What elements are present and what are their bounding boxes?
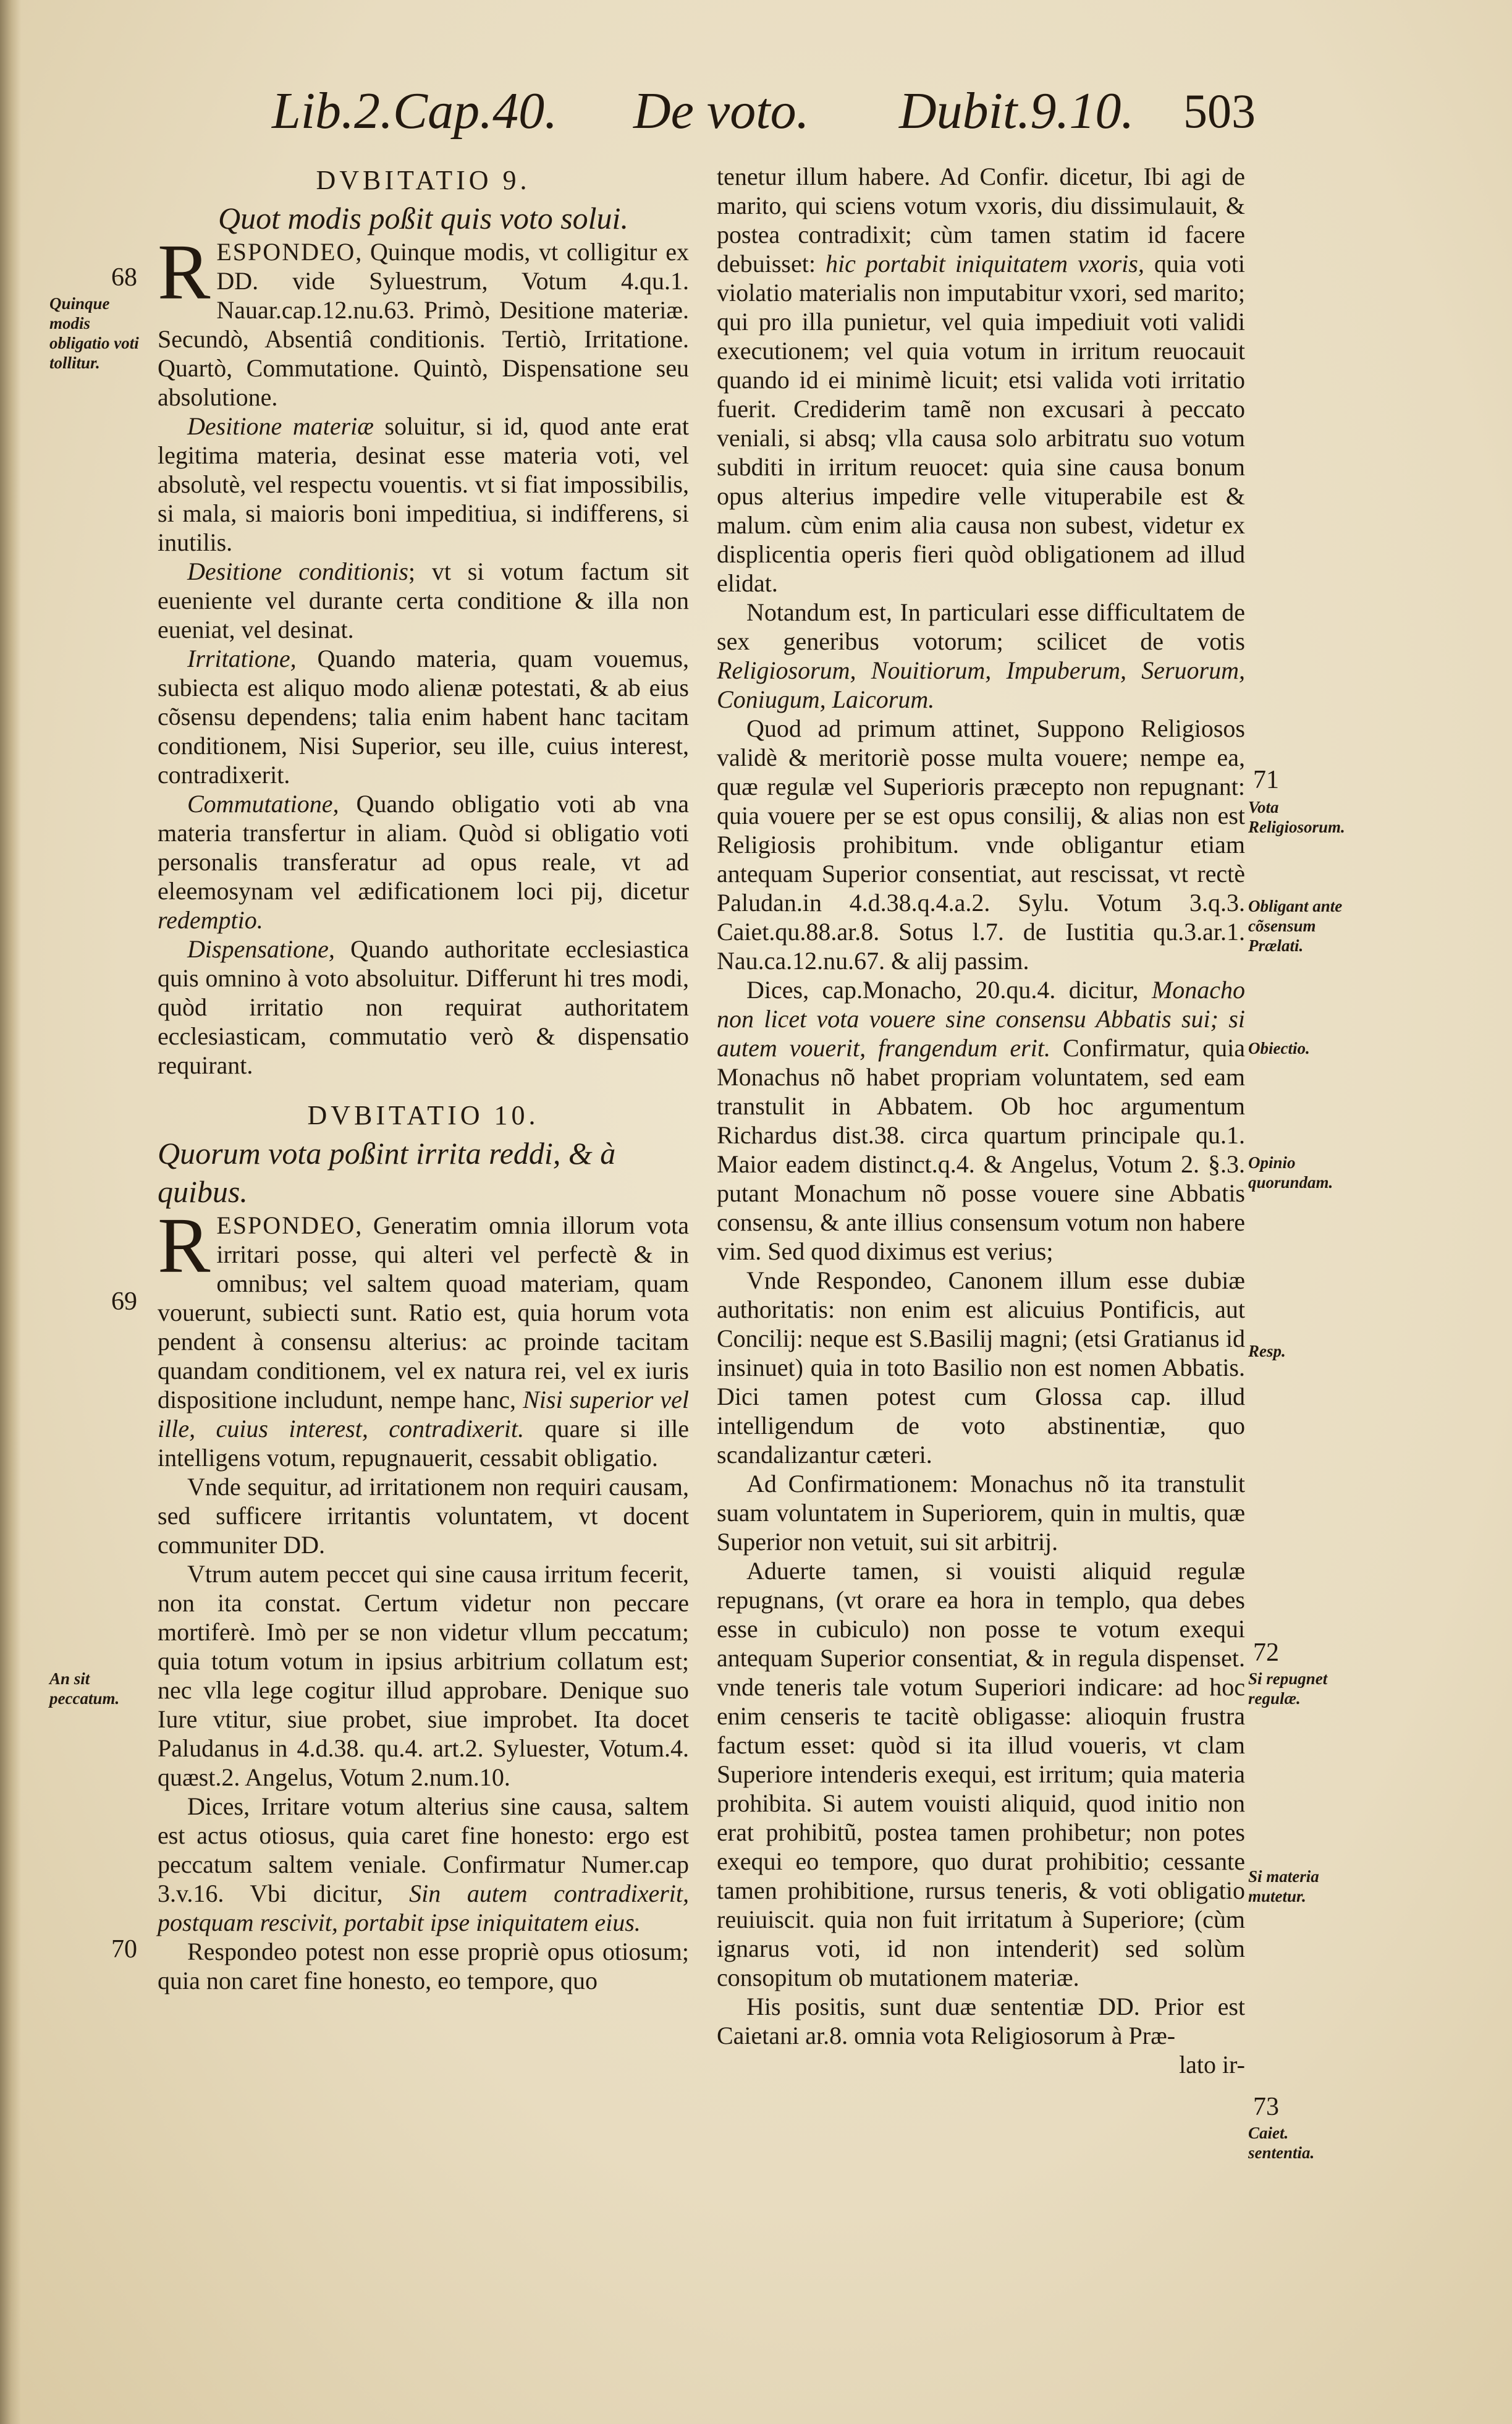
paragraph-text: Confirmatur, quia Monachus nõ habet propriam voluntatem, sed eam transtulit in Abbatem. Ob hoc argumentum Richardus dist.38. circa quartum principale qu.1. Maior eadem distinct.q.4. & Angelus, Votum 2. §.3. putant Monachum nõ posse vouere sine Abbatis consensu, & ante illius consensum votum non habere vim. Sed quod diximus est verius; xyxy=(717,1034,1245,1265)
paragraph-text: Notandum est, In particulari esse difficultatem de sex generibus votorum; scilicet de votis xyxy=(717,598,1245,655)
paragraph-dices-monacho xyxy=(717,975,1245,1266)
header-topic: De voto. xyxy=(633,82,809,140)
section-number-71: 71 xyxy=(1253,766,1279,794)
section-number-73: 73 xyxy=(1253,2093,1279,2121)
margin-note-vota-religiosorum: Vota Religiosorum. xyxy=(1248,798,1345,836)
paragraph-his-positis: His positis, sunt duæ sententiæ DD. Prior est Caietani ar.8. omnia vota Religiosorum à Præ- xyxy=(717,1993,1245,2049)
paragraph-text: quia voti violatio materialis non imputabitur vxori, sed marito; qui pro illa punietur, vel quia impediuit voti validi executionem; vel quia votum in irritum reuocauit quando id ei minimè licuit; etsi valida voti irritatio fuerit. Crediderim tamẽ non excusari à peccato veniali, si absq; vlla causa solo arbitratu suo votum subditi in irritum reuocet: quia sine causa bonum opus alterius impedire velle vituperabile est & malum. cùm enim alia causa non subest, videtur ex displicentia operis fieri quòd obligationem ad illud elidat. xyxy=(717,250,1245,597)
paragraph-dispensatione xyxy=(158,934,689,1080)
paragraph-text: soluitur, si id, quod ante erat legitima materia, desinat esse materia voti, vel absolutè, vel respectu vouentis. vt si fiat impossibilis, si mala, si maioris boni impeditiua, si indifferens, si inutilis. xyxy=(158,412,689,556)
italic-quote: hic portabit iniquitatem vxoris, xyxy=(826,250,1144,278)
header-dubitatio: Dubit.9.10. xyxy=(899,82,1134,140)
term: Commutatione, xyxy=(187,790,339,818)
paragraph-desitione-conditionis xyxy=(158,557,689,644)
paragraph-respondeo-2 xyxy=(158,1201,690,1472)
term: Desitione materiæ xyxy=(187,412,374,440)
term: redemptio. xyxy=(158,906,263,934)
binding-gutter xyxy=(0,0,21,2424)
drop-cap: R xyxy=(158,1201,211,1289)
italic-list: Religiosorum, Nouitiorum, Impuberum, Seruorum, Coniugum, Laicorum. xyxy=(717,656,1245,713)
paragraph-text: , Generatim omnia illorum vota irritari posse, qui alteri vel perfectè & in omnibus; vel saltem quoad materiam, quam vouerunt, subiecti sunt. Ratio est, quia horum vota pendent à consensu alterius: ac proinde tacitam quandam conditionem, vel ex natura rei, vel ex iuris dispositione includunt, nempe hanc, xyxy=(158,1211,689,1413)
margin-note-opinio: Opinio quorundam. xyxy=(1248,1153,1333,1192)
paragraph-text: ; vt si votum factum sit eueniente vel durante certa conditione & illa non eueniat, vel desinat. xyxy=(158,557,690,643)
right-column xyxy=(717,162,1245,2079)
margin-note-obiectio: Obiectio. xyxy=(1248,1039,1310,1057)
margin-note-obligant: Obligant ante cõsensum Prælati. xyxy=(1248,897,1343,955)
paragraph-quod-ad-primum: Quod ad primum attinet, Suppono Religiosos validè & meritoriè posse multa vouere; nempe ea, quæ regulæ vel Superioris præcepto non repugnant: quia vouere per se est opus consilij, & alias non est Religiosis prohibitum. vnde obligantur etiam antequam Superior consentiat, aut rescissat, vt rectè Paludan.in 4.d.38.q.4.a.2. Sylu. Votum 3.q.3. Caiet.qu.88.ar.8. Sotus l.7. de Iustitia qu.3.ar.1. Nau.ca.12.nu.67. & alij passim. xyxy=(717,714,1245,975)
drop-cap: R xyxy=(158,228,211,316)
margin-note-si-repugnet: Si repugnet regulæ. xyxy=(1248,1669,1328,1708)
paragraph-text: , Quinque modis, vt colligitur ex DD. vide Syluestrum, Votum 4.qu.1. Nauar.cap.12.nu.63. Primò, Desitione materiæ. Secundò, Absentiâ conditionis. Tertiò, Irritatione. Quartò, Commutatione. Quintò, Dispensatione seu absolutione. xyxy=(158,238,689,411)
paragraph-text: Dices, Irritare votum alterius sine causa, saltem est actus otiosus, quia caret fine honesto: ergo est peccatum saltem veniale. Confirmatur Numer.cap 3.v.16. Vbi dicitur, xyxy=(158,1792,689,1907)
paragraph-vnde-sequitur: Vnde sequitur, ad irritationem non requiri causam, sed sufficere irritantis voluntatem, vt docent communiter DD. xyxy=(158,1473,689,1559)
term: Desitione conditionis xyxy=(187,557,408,585)
header-book-chapter: Lib.2.Cap.40. xyxy=(272,82,558,140)
paragraph-text: tenetur illum habere. Ad Confir. dicetur, Ibi agi de marito, qui sciens votum vxoris, diu dissimulauit, & postea contradixit; cùm tamen statim id facere debuisset: xyxy=(717,163,1245,278)
section-number-72: 72 xyxy=(1253,1638,1279,1667)
term: Irritatione, xyxy=(187,645,297,672)
margin-note-resp: Resp. xyxy=(1248,1342,1286,1360)
running-header xyxy=(0,74,1512,155)
paragraph-commutatione xyxy=(158,789,689,934)
paragraph-text: quare si ille intelligens votum, repugnauerit, cessabit obligatio. xyxy=(158,1415,689,1472)
paragraph-ad-confirmationem: Ad Confirmationem: Monachus nõ ita transtulit suam voluntatem in Superiorem, quin in multis, quæ Superior non vetuit, sui sit arbitrij. xyxy=(717,1470,1245,1556)
paragraph-vnde-respondeo: Vnde Respondeo, Canonem illum esse dubiæ authoritatis: non enim est alicuius Pontificis, aut Concilij: neque est S.Basilij magni; (etsi Gratianus id insinuet) quia in toto Basilio non est nomen Abbatis. Dici tamen potest cum Glossa cap. illud intelligendum de voto abstinentiæ, quo scandalizantur cæteri. xyxy=(717,1266,1245,1468)
paragraph-aduerte: Aduerte tamen, si vouisti aliquid regulæ repugnans, (vt orare ea hora in templo, qua debes esse in cubiculo) non posse te votum exequi antequam Superior consentiat, & in regula dispenset. vnde teneris tale votum Superiori indicare: ad hoc enim censeris te tacitè obligasse: alioquin frustra factum esset: quòd si ita illud voueris, vt clam Superiore intenderis exequi, est irritum; quia materia prohibita. Si autem vouisti aliquid, quod initio non erat prohibitũ, postea tamen prohibetur; non potes exequi eo tempore, quo durat prohibitio; cessante tamen prohibitione, rursus teneris, & voti obligatio reuiuiscit. quia non fuit irritatum à Superiore; (cùm ignarus voti, id non intenderit) sed solùm consopitum ob mutationem materiæ. xyxy=(717,1557,1245,1991)
section-number-69: 69 xyxy=(111,1287,137,1316)
paragraph-notandum xyxy=(717,598,1245,714)
margin-note-si-materia: Si materia mutetur. xyxy=(1248,1867,1319,1905)
dubitatio-10-title: DVBITATIO 10. xyxy=(307,1100,539,1130)
dubitatio-9-title: DVBITATIO 9. xyxy=(316,165,531,195)
term: Dispensatione, xyxy=(187,935,335,963)
margin-note-caiet: Caiet. sententia. xyxy=(1248,2124,1315,2162)
italic-quote: Sin autem contradixerit, postquam rescivit, portabit ipse iniquitatem eius. xyxy=(158,1879,689,1936)
paragraph-irritatione xyxy=(158,644,689,789)
paragraph-tenetur xyxy=(717,162,1245,598)
paragraph-text: Quando materia, quam vouemus, subiecta est aliquo modo alienæ potestati, & ab eius cõsensu dependens; talia enim habent hanc tacitam conditionem, Nisi Superior, seu ille, cuius interest, contradixerit. xyxy=(158,645,689,789)
paragraph-respondeo-1 xyxy=(158,228,689,412)
margin-note-quinque: Quinque modis obligatio voti tollitur. xyxy=(49,294,139,372)
dubitatio-9-question: Quot modis poßit quis voto solui. xyxy=(218,201,628,235)
page-number: 503 xyxy=(1183,84,1256,138)
italic-quote: Nisi superior vel ille, cuius interest, contradixerit. xyxy=(158,1386,690,1443)
catchword: lato ir- xyxy=(1179,2051,1245,2079)
dubitatio-10-question: Quorum vota poßint irrita reddi, & à quibus. xyxy=(158,1136,616,1209)
margin-note-an-sit: An sit peccatum. xyxy=(49,1669,120,1708)
italic-quote: Monacho non licet vota vouere sine consensu Abbatis sui; si autem vouerit, frangendum erit. xyxy=(717,976,1246,1062)
paragraph-desitione-materiae xyxy=(158,412,689,557)
lead-word: ESPONDEO xyxy=(216,238,356,266)
paragraph-text: Quando authoritate ecclesiastica quis omnino à voto absoluitur. Differunt hi tres modi, quòd irritatio non requirat authoritatem ecclesiasticam, commutatio verò & dispensatio requirant. xyxy=(158,935,689,1079)
lead-word: ESPONDEO xyxy=(216,1211,356,1239)
section-number-68: 68 xyxy=(111,263,137,292)
left-column xyxy=(158,162,689,1995)
paragraph-text: Dices, cap.Monacho, 20.qu.4. dicitur, xyxy=(746,976,1139,1004)
paragraph-text: Quando obligatio voti ab vna materia transfertur in aliam. Quòd si obligatio voti personalis transferatur ad opus reale, vt ad eleemosynam vel ædificationem loci pij, dicetur xyxy=(158,790,689,905)
paragraph-respondeo-potest: Respondeo potest non esse propriè opus otiosum; quia non caret fine honesto, eo tempore, quo xyxy=(158,1938,689,1994)
section-number-70: 70 xyxy=(111,1935,137,1964)
paragraph-dices-irritare xyxy=(158,1792,689,1937)
paragraph-vtrum-autem: Vtrum autem peccet qui sine causa irritum fecerit, non ita constat. Certum videtur non peccare mortiferè. Imò per se non videtur vllum peccatum; quia totum votum in ipsius arbitrium collatum est; nec vlla lege cogitur illud approbare. Denique suo Iure vtitur, siue probet, siue improbet. Ita docet Paludanus in 4.d.38. qu.4. art.2. Syluester, Votum.4. quæst.2. Angelus, Votum 2.num.10. xyxy=(158,1560,689,1791)
